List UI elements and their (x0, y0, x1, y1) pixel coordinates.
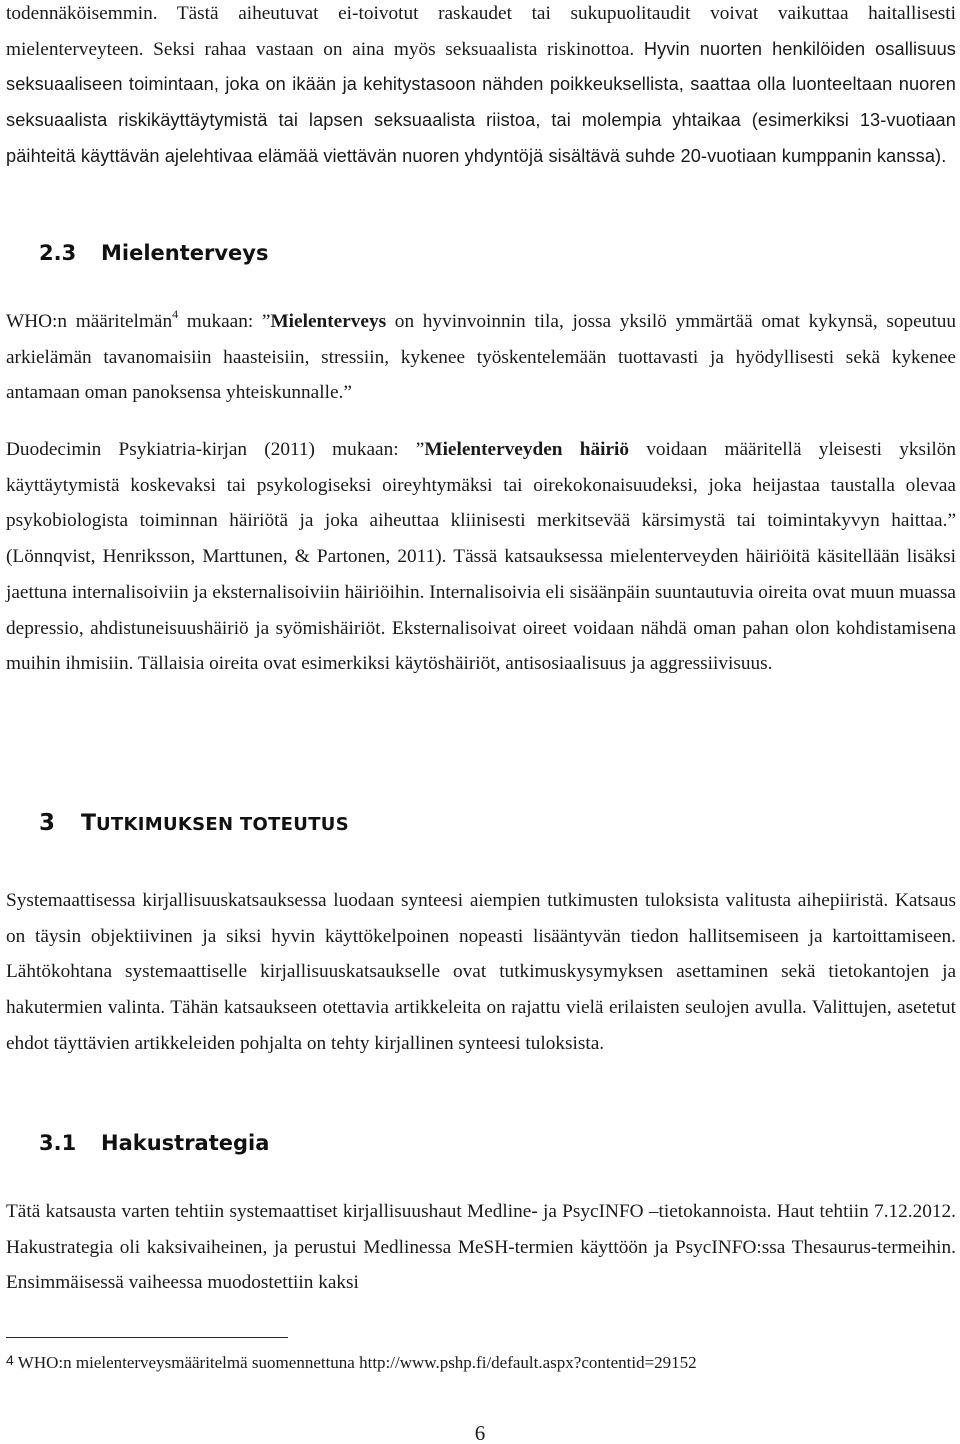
chapter-title-rest: UTKIMUKSEN TOTEUTUS (96, 814, 349, 835)
section-number: 3.1 (39, 1131, 77, 1155)
footnote-number: 4 (6, 1352, 14, 1368)
footnote-marker[interactable]: 4 (172, 307, 179, 321)
who-text-mid: mukaan: ” (178, 311, 271, 332)
duo-text-start: Duodecimin Psykiatria-kirjan (2011) mukaan: ” (6, 439, 425, 460)
footnote-divider (6, 1337, 288, 1338)
search-strategy-text: Tätä katsausta varten tehtiin systemaattiset kirjallisuushaut Medline- ja PsycINFO –tietokannoista. Haut tehtiin 7.12.2012. Hakustrategia oli kaksivaiheinen, ja perustui Medlinessa MeSH-termien käyttöön ja PsycINFO:ssa Thesaurus-termeihin. Ensimmäisessä vaiheessa muodostettiin kaksi (6, 1201, 956, 1294)
method-paragraph (6, 883, 956, 1062)
section-number: 2.3 (39, 241, 77, 265)
intro-paragraph (6, 0, 956, 175)
chapter-title-initial: T (81, 811, 97, 836)
who-text-end: on hyvinvoinnin tila, jossa yksilö ymmärtää omat kykynsä, sopeutuu arkielämän tavanomaisiin haasteisiin, stressiin, kykenee työskentelemään tuottavasti ja hyödyllisesti sekä kykenee antamaan oman panoksensa yhteiskunnalle.” (6, 311, 957, 404)
footnote (6, 1352, 697, 1373)
term-mielenterveys: Mielenterveys (270, 311, 387, 332)
duo-text-end: voidaan määritellä yleisesti yksilön käyttäytymistä koskevaksi tai psykologiseksi oireyhtymäksi tai oirekokonaisuudeksi, joka heijastaa taustalla olevaa psykobiologista toiminnan häiriötä ja joka aiheuttaa kliinisesti merkitsevää kärsimystä tai toimintakyvyn haittaa.” (Lönnqvist, Henriksson, Marttunen, & Partonen, 2011). Tässä katsauksessa mielenterveyden häiriöitä käsitellään lisäksi jaettuna internalisoiviin ja eksternalisoiviin häiriöihin. Internalisoivia eli sisäänpäin suuntautuvia oireita ovat muun muassa depressio, ahdistuneisuushäiriö ja syömishäiriöt. Eksternalisoivat oireet voidaan nähdä oman pahan olon kohdistamisena muihin ihmisiin. Tällaisia oireita ovat esimerkiksi käytöshäiriöt, antisosiaalisuus ja aggressiivisuus. (6, 439, 956, 675)
intro-sentence-1: todennäköisemmin. Tästä aiheutuvat ei-toivotut raskaudet tai sukupuolitaudit voivat vaikuttaa haitallisesti mielenterveyteen. Seksi rahaa vastaan on aina myös seksuaalista riskinottoa. (6, 3, 956, 60)
section-heading-2-3 (39, 241, 269, 265)
page-number: 6 (474, 1422, 486, 1444)
search-strategy-paragraph (6, 1194, 956, 1301)
chapter-heading-3 (39, 810, 349, 836)
chapter-number: 3 (39, 810, 56, 836)
duodecim-paragraph (6, 432, 956, 682)
who-text-start: WHO:n määritelmän (6, 311, 173, 332)
section-title: Hakustrategia (101, 1131, 270, 1155)
section-title: Mielenterveys (101, 241, 269, 265)
intro-sentence-2: Hyvin nuorten henkilöiden osallisuus seksuaaliseen toimintaan, joka on ikään ja kehitystasoon nähden poikkeuksellista, saattaa olla luonteeltaan nuoren seksuaalista riskikäyttäytymistä tai lapsen seksuaalista riistoa, tai molempia yhtaikaa (esimerkiksi 13-vuotiaan päihteitä käyttävän ajelehtivaa elämää viettävän nuoren yhdyntöjä sisältävä suhde 20-vuotiaan kumppanin kanssa). (6, 38, 956, 166)
section-heading-3-1 (39, 1131, 269, 1155)
method-text: Systemaattisessa kirjallisuuskatsauksessa luodaan synteesi aiempien tutkimusten tuloksista valitusta aihepiiristä. Katsaus on täysin objektiivinen ja siksi hyvin käyttökelpoinen nopeasti lisääntyvän tiedon hallitsemiseen ja kartoittamiseen. Lähtökohtana systemaattiselle kirjallisuuskatsaukselle ovat tutkimuskysymyksen asettaminen sekä tietokantojen ja hakutermien valinta. Tähän katsaukseen otettavia artikkeleita on rajattu vielä erilaisten seulojen avulla. Valittujen, asetetut ehdot täyttävien artikkeleiden pohjalta on tehty kirjallinen synteesi tuloksista. (6, 890, 956, 1054)
term-mielenterveyden-hairio: Mielenterveyden häiriö (424, 439, 630, 460)
footnote-text[interactable]: WHO:n mielenterveysmääritelmä suomennettuna http://www.pshp.fi/default.aspx?contentid=29152 (17, 1353, 697, 1372)
who-definition-paragraph (6, 304, 956, 411)
